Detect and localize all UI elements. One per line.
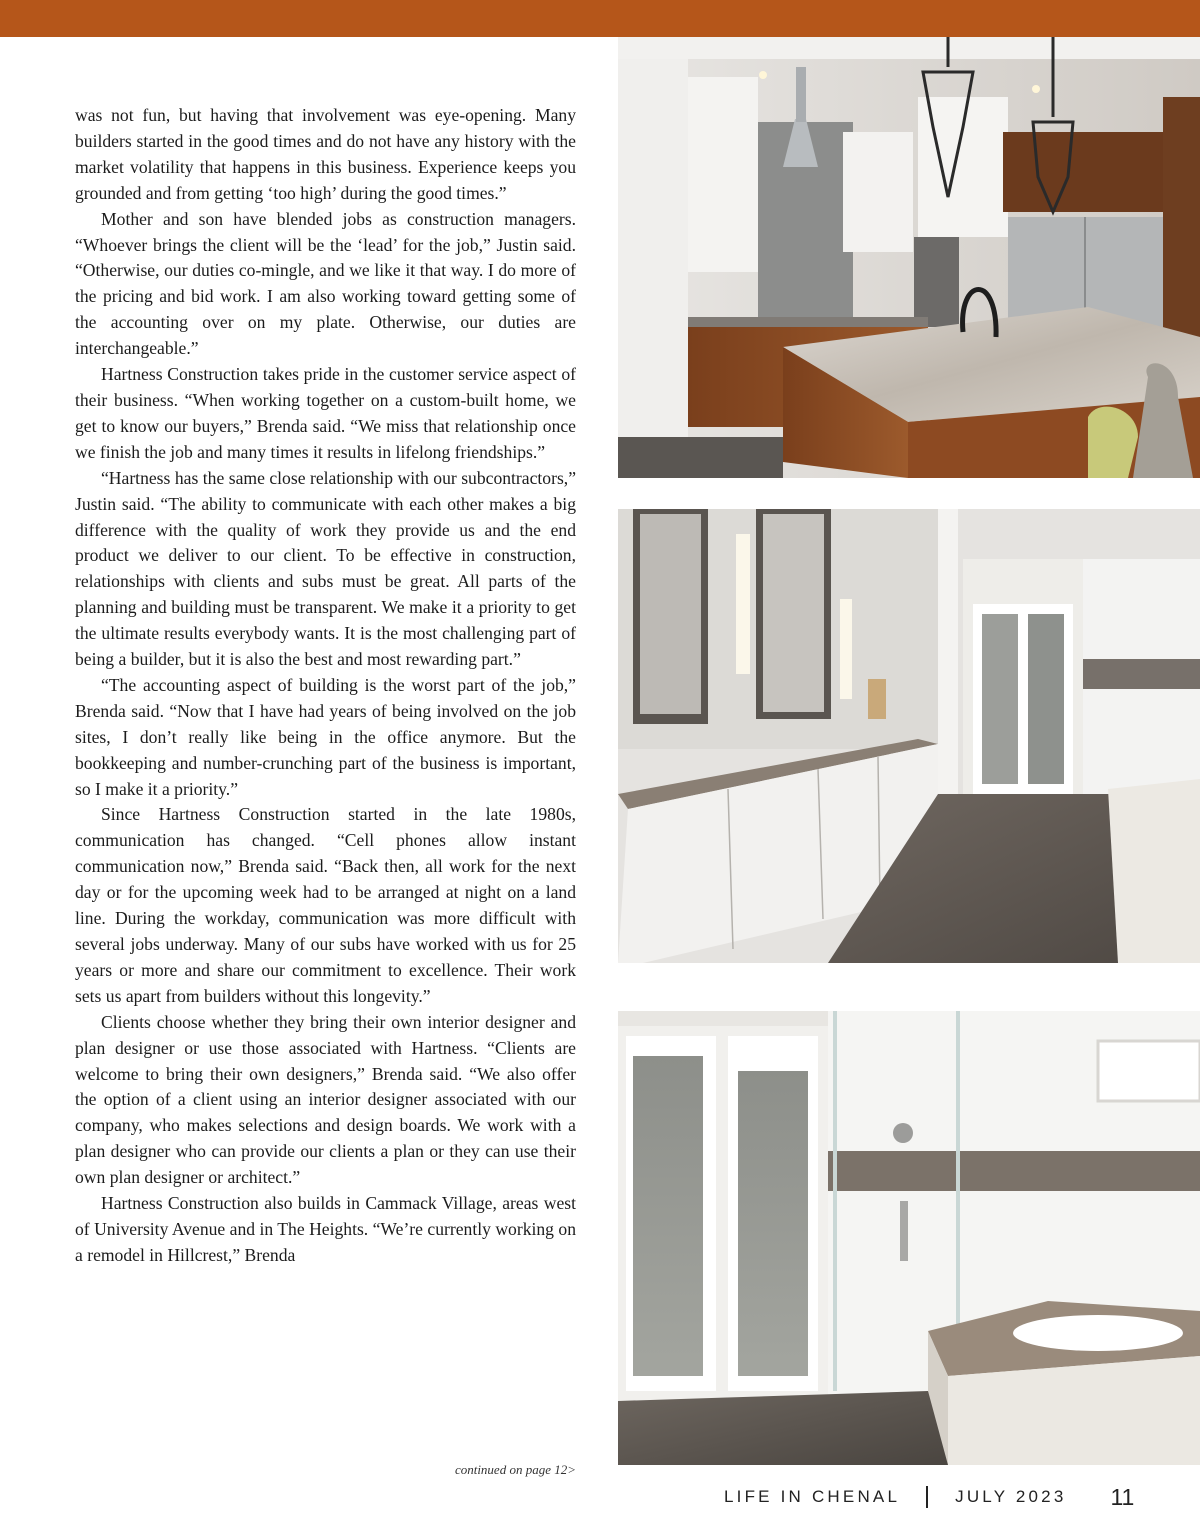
top-accent-bar [0, 0, 1200, 37]
article-paragraph: Mother and son have blended jobs as construction managers. “Whoever brings the client will be the ‘lead’ for the job,” Justin said. “Otherwise, our duties co-mingle, and we like it that way. I do more of the pricing and bid work. I am also working toward getting some of the accounting over on my plate. Otherwise, our duties are interchangeable.” [75, 208, 576, 359]
article-paragraph: “Hartness has the same close relationship with our subcontractors,” Justin said. “The ability to communicate with each other makes a big difference with the quality of work they provide us and the end product we deliver to our client. To be effective in construction, relationships with clients and subs must be great. All parts of the planning and building must be transparent. We make it a priority to get the ultimate results everybody wants. It is the most challenging part of being a builder, but it is also the best and most rewarding part.” [75, 467, 576, 670]
continued-note: continued on page 12> [454, 1462, 576, 1477]
vanity-photo [618, 509, 1200, 963]
article-paragraph: Clients choose whether they bring their own interior designer and plan designer or use those associated with Hartness. “Clients are welcome to bring their own designers,” Brenda said. “We also offer the option of a client using an interior designer associated with our company, who makes selections and design boards. We work with a plan designer who can provide our clients a plan or they can use their own plan designer or architect.” [75, 1011, 576, 1188]
article-body [75, 103, 576, 1269]
shower-photo [618, 1011, 1200, 1465]
issue-date: JULY 2023 [955, 1487, 1067, 1506]
magazine-name: LIFE IN CHENAL [724, 1487, 901, 1506]
footer-divider [926, 1486, 928, 1508]
kitchen-photo [618, 37, 1200, 478]
article-paragraph: Hartness Construction takes pride in the customer service aspect of their business. “When working together on a custom-built home, we get to know our buyers,” Brenda said. “We miss that relationship once we finish the job and many times it results in lifelong friendships.” [75, 364, 576, 462]
article-paragraph: was not fun, but having that involvement was eye-opening. Many builders started in the good times and do not have any history with the market volatility that happens in this business. Experience keeps you grounded and from getting ‘too high’ during the good times.” [75, 105, 576, 203]
article-paragraph: Since Hartness Construction started in the late 1980s, communication has changed. “Cell phones allow instant communication now,” Brenda said. “Back then, all work for the next day or for the upcoming week had to be arranged at night on a land line. During the workday, communication was more difficult with several jobs underway. Many of our subs have worked with us for 25 years or more and share our commitment to excellence. Their work sets us apart from builders without this longevity.” [75, 804, 576, 1006]
article-paragraph: Hartness Construction also builds in Cammack Village, areas west of University Avenue and in The Heights. “We’re currently working on a remodel in Hillcrest,” Brenda [75, 1193, 576, 1265]
page-number: 11 [1110, 1483, 1135, 1510]
page-footer [724, 1485, 1134, 1509]
article-paragraph: “The accounting aspect of building is the worst part of the job,” Brenda said. “Now that I have had years of being involved on the job sites, I don’t really like being in the office anymore. But the bookkeeping and number-crunching part of the business is important, so I make it a priority.” [75, 674, 576, 799]
